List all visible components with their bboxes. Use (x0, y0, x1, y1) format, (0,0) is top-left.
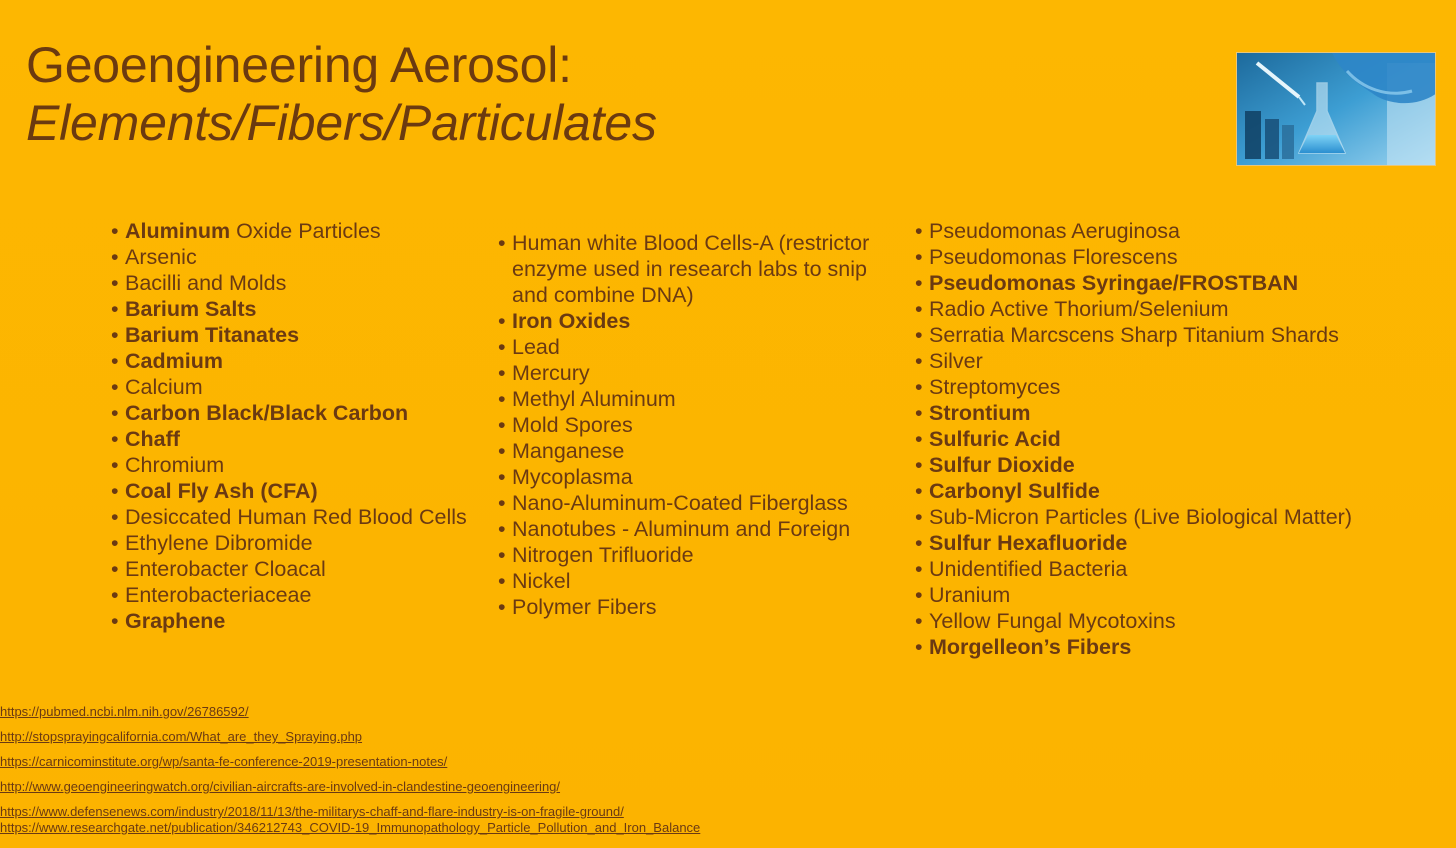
list-item (915, 478, 1395, 504)
list-item-text: Mycoplasma (512, 465, 633, 489)
list-item (498, 542, 898, 568)
list-item (498, 386, 898, 412)
list-item-text: Nanotubes - Aluminum and Foreign (512, 517, 851, 541)
list-item (498, 464, 898, 490)
list-item-bold-text: Chaff (125, 427, 180, 451)
list-item (111, 322, 496, 348)
list-item-bold-text: Sulfur Hexafluoride (929, 531, 1128, 555)
list-item-bold-text: Strontium (929, 401, 1031, 425)
list-item-text: Manganese (512, 439, 625, 463)
list-item-text: Polymer Fibers (512, 595, 657, 619)
list-item (498, 308, 898, 334)
list-item (111, 296, 496, 322)
list-item-text: Methyl Aluminum (512, 387, 676, 411)
lab-glassware-photo (1236, 52, 1436, 166)
lab-glassware-icon (1237, 53, 1436, 166)
list-item-bold-text: Carbonyl Sulfide (929, 479, 1100, 503)
list-item (915, 426, 1395, 452)
list-item-bold-text: Graphene (125, 609, 226, 633)
list-item-bold-text: Sulfuric Acid (929, 427, 1061, 451)
list-item (111, 608, 496, 634)
title-line-1: Geoengineering Aerosol: (26, 37, 572, 93)
reference-link-geoengineeringwatch[interactable]: http://www.geoengineeringwatch.org/civilian-aircrafts-are-involved-in-clandestine-geoengineering/ (0, 779, 561, 794)
list-item (111, 348, 496, 374)
list-item (498, 360, 898, 386)
list-item (498, 568, 898, 594)
list-item (915, 374, 1395, 400)
list-item (111, 582, 496, 608)
list-item (915, 452, 1395, 478)
list-item (915, 296, 1395, 322)
elements-list-column-3 (915, 218, 1395, 660)
list-item (498, 412, 898, 438)
slide-title (26, 36, 657, 152)
list-item-text: Calcium (125, 375, 203, 399)
list-item (111, 270, 496, 296)
list-item (915, 400, 1395, 426)
reference-link-researchgate[interactable]: https://www.researchgate.net/publication/346212743_COVID-19_Immunopathology_Particle_Pollution_and_Iron_Balance (0, 820, 701, 835)
reference-link-stopsprayingcalifornia[interactable]: http://stopsprayingcalifornia.com/What_are_they_Spraying.php (0, 729, 363, 744)
list-item-text: Enterobacteriaceae (125, 583, 312, 607)
list-item-text: Pseudomonas Florescens (929, 245, 1178, 269)
list-item-text: Serratia Marcscens Sharp Titanium Shards (929, 323, 1339, 347)
list-item (111, 218, 496, 244)
reference-link-defensenews[interactable]: https://www.defensenews.com/industry/2018/11/13/the-militarys-chaff-and-flare-industry-is-on-fragile-ground/ (0, 804, 624, 819)
list-item-bold-text: Carbon Black/Black Carbon (125, 401, 409, 425)
list-item-text: Chromium (125, 453, 225, 477)
list-item-bold-text: Aluminum (125, 219, 231, 243)
list-item-text: Enterobacter Cloacal (125, 557, 326, 581)
list-item-text: Ethylene Dibromide (125, 531, 313, 555)
list-item-text: Nano-Aluminum-Coated Fiberglass (512, 491, 848, 515)
list-item-text: Mold Spores (512, 413, 633, 437)
list-item (111, 556, 496, 582)
elements-list-column-1 (111, 218, 496, 634)
list-item (498, 334, 898, 360)
list-item (915, 244, 1395, 270)
list-item (111, 374, 496, 400)
list-item-text: Desiccated Human Red Blood Cells (125, 505, 467, 529)
list-item-bold-text: Coal Fly Ash (CFA) (125, 479, 318, 503)
list-item-text: Silver (929, 349, 983, 373)
list-item (915, 504, 1395, 530)
list-item (111, 452, 496, 478)
list-item-bold-text: Morgelleon’s Fibers (929, 635, 1132, 659)
list-item-text: Sub-Micron Particles (Live Biological Matter) (929, 505, 1352, 529)
list-item (915, 634, 1395, 660)
list-item (915, 530, 1395, 556)
list-item-text: Unidentified Bacteria (929, 557, 1128, 581)
list-item (915, 608, 1395, 634)
list-item-text: Radio Active Thorium/Selenium (929, 297, 1229, 321)
reference-link-carnicominstitute[interactable]: https://carnicominstitute.org/wp/santa-fe-conference-2019-presentation-notes/ (0, 754, 448, 769)
list-item (498, 438, 898, 464)
list-item (498, 516, 898, 542)
list-item-bold-text: Iron Oxides (512, 309, 631, 333)
list-item (111, 400, 496, 426)
list-item-text: Uranium (929, 583, 1011, 607)
elements-list-column-2 (498, 230, 898, 620)
list-item-text: Yellow Fungal Mycotoxins (929, 609, 1176, 633)
list-item (498, 490, 898, 516)
list-item-bold-text: Cadmium (125, 349, 223, 373)
list-item-bold-text: Pseudomonas Syringae/FROSTBAN (929, 271, 1299, 295)
list-item-text: Arsenic (125, 245, 197, 269)
list-item-text: Streptomyces (929, 375, 1061, 399)
list-item (111, 530, 496, 556)
list-item (915, 348, 1395, 374)
list-item-bold-text: Barium Titanates (125, 323, 300, 347)
list-item (915, 556, 1395, 582)
list-item (111, 244, 496, 270)
list-item (915, 322, 1395, 348)
title-line-2: Elements/Fibers/Particulates (26, 95, 657, 151)
list-item-text: Bacilli and Molds (125, 271, 287, 295)
reference-link-pubmed[interactable]: https://pubmed.ncbi.nlm.nih.gov/26786592/ (0, 704, 249, 719)
list-item (915, 218, 1395, 244)
list-item-text: Pseudomonas Aeruginosa (929, 219, 1181, 243)
list-item-text: Nickel (512, 569, 571, 593)
list-item (498, 230, 898, 308)
list-item (111, 478, 496, 504)
list-item (915, 582, 1395, 608)
list-item (111, 426, 496, 452)
list-item (915, 270, 1395, 296)
list-item-text: Human white Blood Cells-A (restrictor enzyme used in research labs to snip and combine DNA) (512, 231, 870, 307)
list-item (498, 594, 898, 620)
list-item-bold-text: Sulfur Dioxide (929, 453, 1075, 477)
list-item-text: Oxide Particles (230, 219, 381, 243)
list-item-text: Lead (512, 335, 560, 359)
list-item-text: Mercury (512, 361, 590, 385)
list-item-text: Nitrogen Trifluoride (512, 543, 694, 567)
list-item (111, 504, 496, 530)
list-item-bold-text: Barium Salts (125, 297, 257, 321)
